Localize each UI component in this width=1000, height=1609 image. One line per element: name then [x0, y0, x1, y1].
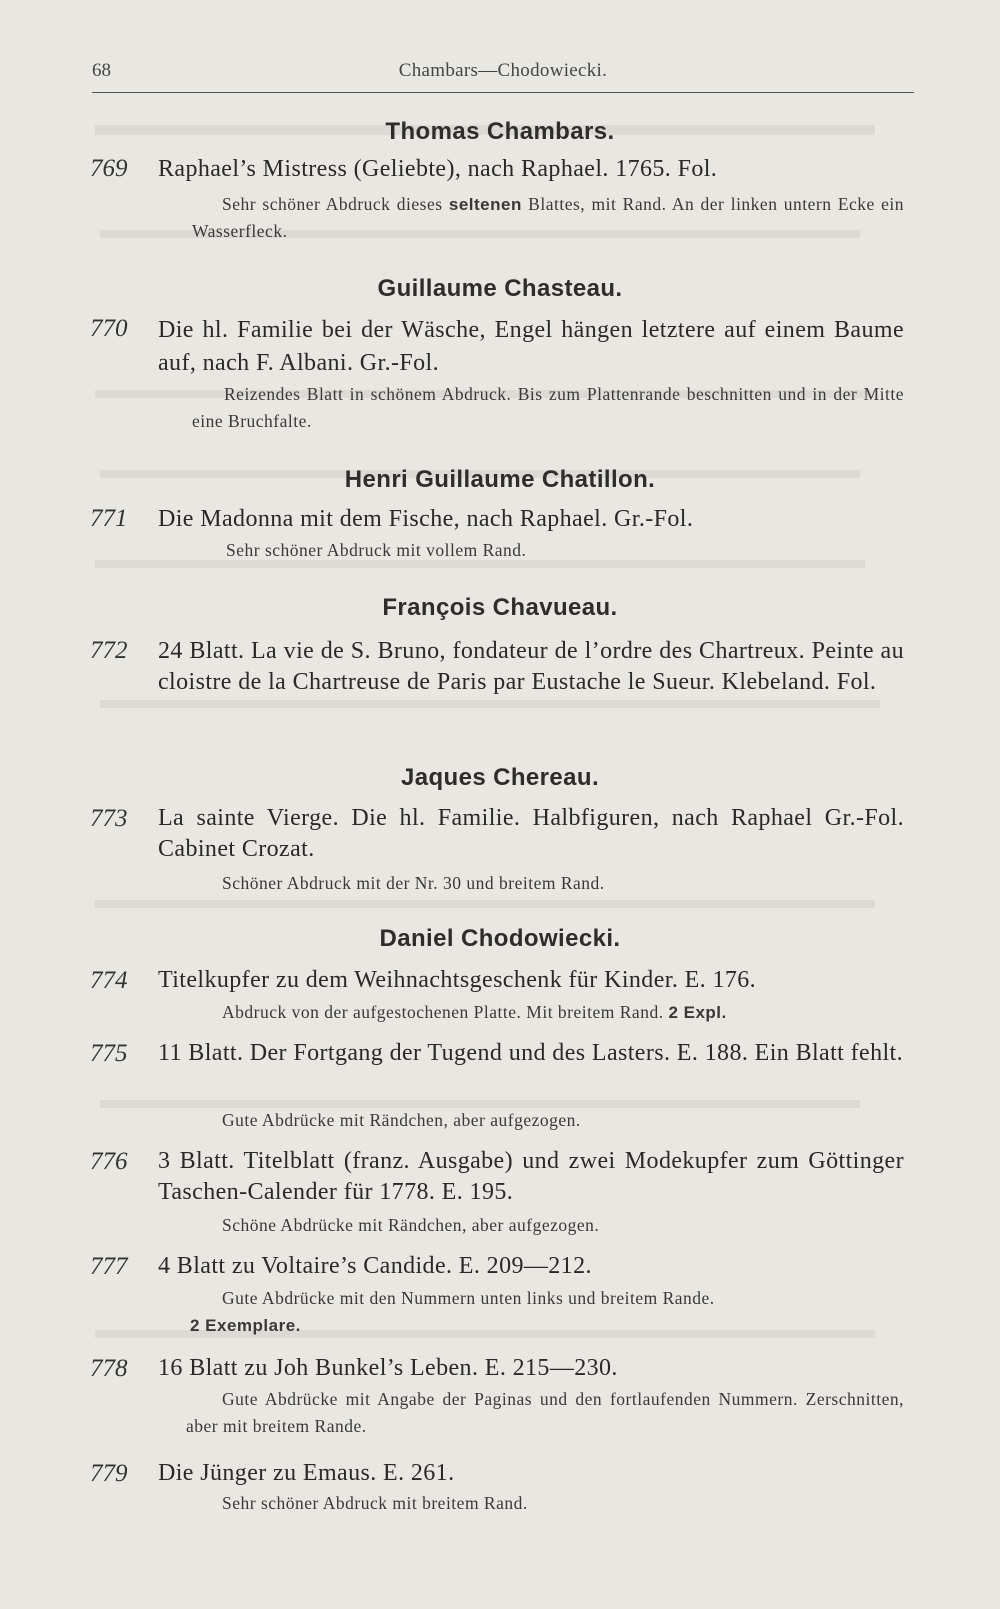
lot-note: Schöner Abdruck mit der Nr. 30 und breitem Rand.: [222, 873, 605, 893]
lot-number: 777: [90, 1253, 128, 1280]
lot-note: Reizendes Blatt in schönem Abdruck. Bis zum Plattenrande beschnitten und in der Mitte eine Bruchfalte.: [192, 384, 904, 431]
emphasis-text: seltenen: [448, 195, 522, 214]
emphasis-text: 2 Exemplare.: [190, 1316, 301, 1335]
lot-number: 778: [90, 1355, 128, 1382]
artist-heading: Guillaume Chasteau.: [377, 275, 623, 302]
lot-description: 16 Blatt zu Joh Bunkel’s Leben. E. 215—230.: [158, 1355, 618, 1381]
lot-number: 769: [90, 155, 128, 182]
lot-note: Abdruck von der aufgestochenen Platte. Mit breitem Rand. 2 Expl.: [222, 1002, 727, 1022]
artist-heading: Daniel Chodowiecki.: [379, 925, 621, 952]
page-header: [92, 60, 914, 90]
lot-number: 774: [90, 967, 128, 994]
lot-number: 775: [90, 1040, 128, 1067]
lot-number: 771: [90, 505, 128, 532]
lot-number: 770: [90, 315, 128, 342]
header-rule: [92, 92, 914, 93]
lot-note: Gute Abdrücke mit Rändchen, aber aufgezogen.: [222, 1110, 581, 1130]
lot-note: Sehr schöner Abdruck mit breitem Rand.: [222, 1493, 528, 1513]
artist-heading: François Chavueau.: [382, 594, 618, 621]
lot-note: Gute Abdrücke mit Angabe der Paginas und den fortlaufenden Nummern. Zerschnitten, aber mit breitem Rande.: [186, 1389, 904, 1436]
artist-heading: Jaques Chereau.: [400, 764, 600, 791]
lot-description: Die Jünger zu Emaus. E. 261.: [158, 1460, 455, 1486]
emphasis-text: 2 Expl.: [668, 1003, 727, 1022]
page-number: 68: [92, 60, 111, 81]
running-title: Chambars—Chodowiecki.: [398, 60, 608, 81]
lot-number: 776: [90, 1148, 128, 1175]
lot-description: Raphael’s Mistress (Geliebte), nach Raphael. 1765. Fol.: [158, 156, 718, 182]
artist-heading: Henri Guillaume Chatillon.: [344, 466, 656, 493]
lot-note: Sehr schöner Abdruck dieses seltenen Blattes, mit Rand. An der linken untern Ecke ein Wasserfleck.: [192, 194, 904, 241]
lot-note: Schöne Abdrücke mit Rändchen, aber aufgezogen.: [222, 1215, 600, 1235]
lot-number: 772: [90, 637, 128, 664]
lot-description: Die Madonna mit dem Fische, nach Raphael. Gr.-Fol.: [158, 506, 694, 532]
lot-description: 24 Blatt. La vie de S. Bruno, fondateur de l’ordre des Chartreux. Peinte au cloistre de la Chartreuse de Paris par Eustache le Sueur. Klebeland. Fol.: [158, 638, 904, 695]
lot-note: Sehr schöner Abdruck mit vollem Rand.: [226, 540, 527, 560]
lot-description: 3 Blatt. Titelblatt (franz. Ausgabe) und zwei Modekupfer zum Göttinger Taschen-Calender für 1778. E. 195.: [158, 1148, 904, 1205]
lot-number: 773: [90, 805, 128, 832]
artist-heading: Thomas Chambars.: [385, 118, 615, 145]
lot-number: 779: [90, 1460, 128, 1487]
lot-description: La sainte Vierge. Die hl. Familie. Halbfiguren, nach Raphael Gr.-Fol. Cabinet Crozat.: [158, 805, 904, 862]
lot-description: 4 Blatt zu Voltaire’s Candide. E. 209—212.: [158, 1253, 592, 1279]
lot-description: 11 Blatt. Der Fortgang der Tugend und des Lasters. E. 188. Ein Blatt fehlt.: [158, 1040, 904, 1066]
lot-description: Die hl. Familie bei der Wäsche, Engel hängen letztere auf einem Baume auf, nach F. Albani. Gr.-Fol.: [158, 317, 904, 376]
lot-note: Gute Abdrücke mit den Nummern unten links und breitem Rande. 2 Exemplare.: [190, 1288, 715, 1335]
lot-description: Titelkupfer zu dem Weihnachtsgeschenk für Kinder. E. 176.: [158, 967, 757, 993]
